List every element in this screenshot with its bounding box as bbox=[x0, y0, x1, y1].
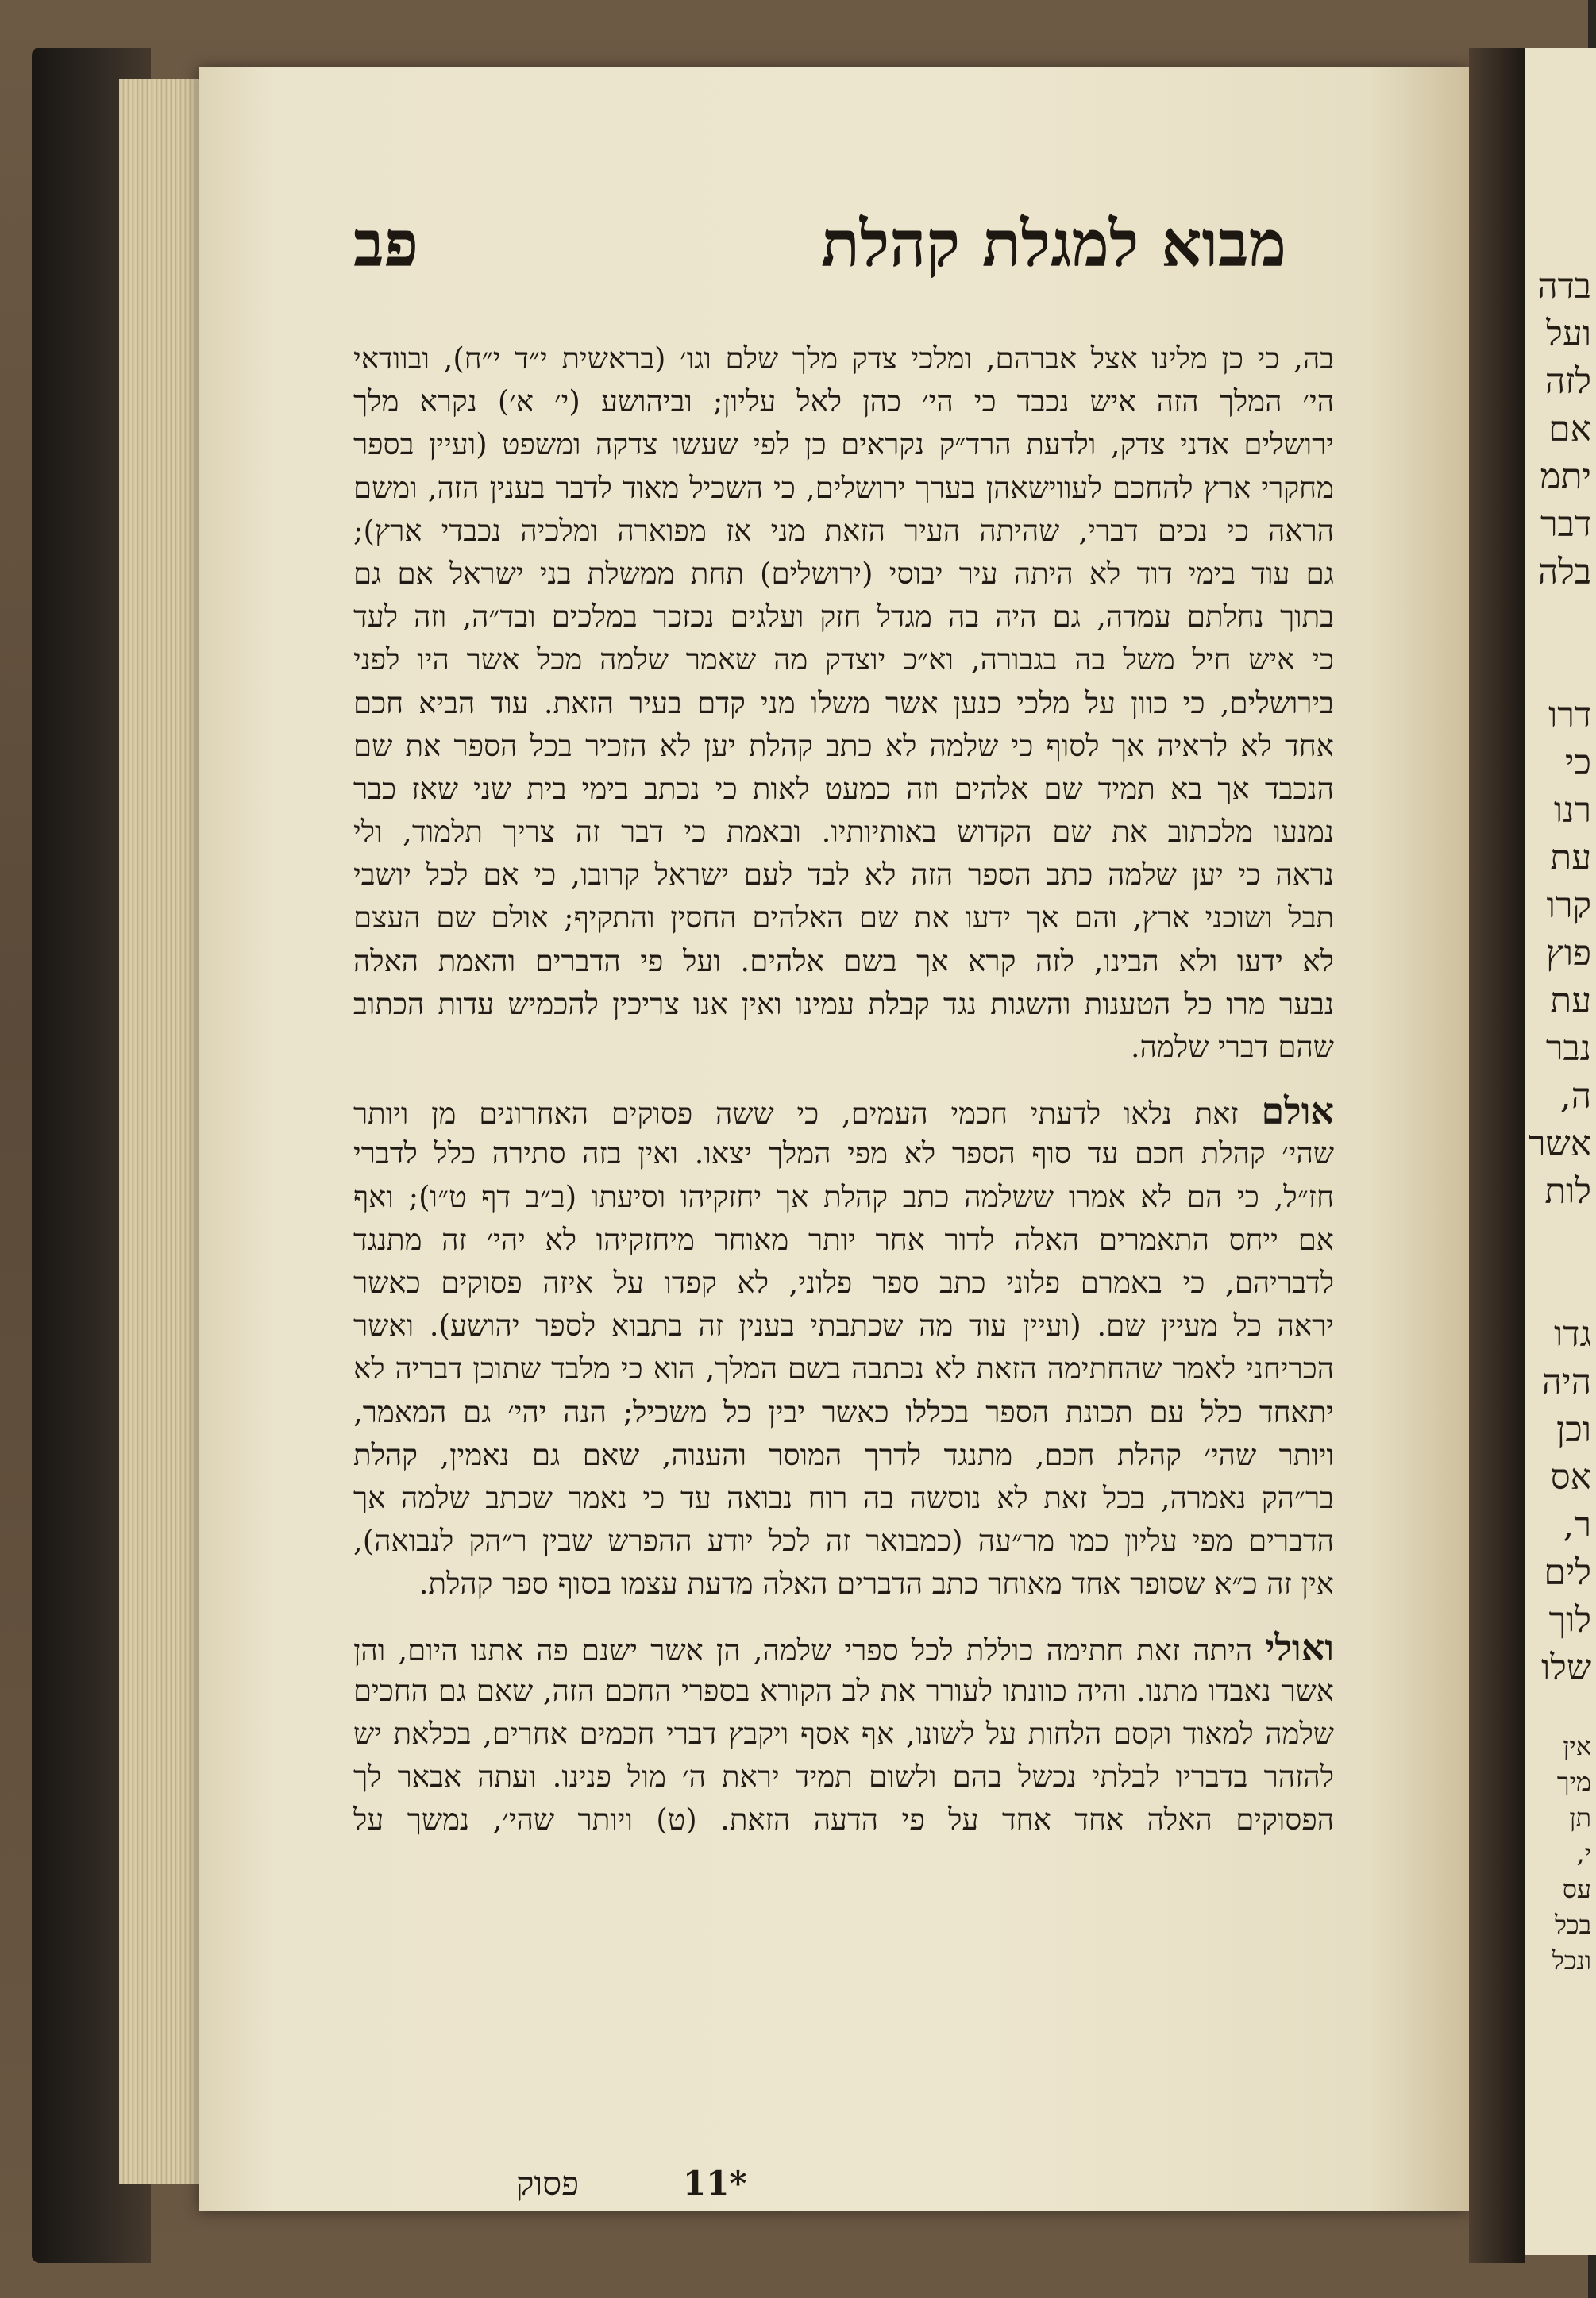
text-line: שהם דברי שלמה. bbox=[1130, 1030, 1334, 1064]
facing-text-fragment: דרו bbox=[1548, 695, 1591, 735]
running-title: מבוא למגלת קהלת bbox=[820, 206, 1286, 281]
text-line bbox=[353, 1089, 1334, 1132]
page-header bbox=[199, 206, 1469, 294]
text-line: בר״הק נאמרה, בכל זאת לא נוסשה בה רוח נבואה עד כי נאמר שכתב שלמה אך bbox=[353, 1480, 1334, 1515]
text-line-rest: זאת נלאו לדעתי חכמי העמים, כי ששה פסוקים האחרונים מן ויותר bbox=[353, 1097, 1239, 1132]
text-line: הי׳ המלך הזה איש נכבד כי הי׳ כהן לאל עליון; וביהושע (י׳ א׳) נקרא מלך bbox=[353, 384, 1334, 419]
facing-text-fragment: קרו bbox=[1546, 885, 1591, 926]
facing-text-fragment: י, bbox=[1576, 1838, 1591, 1868]
facing-text-fragment: יתמ bbox=[1540, 457, 1591, 497]
text-line: הכריחני לאמר שהחתימה הזאת לא נכתבה בשם המלך, הוא כי מלבד שתוכן דבריה לא bbox=[353, 1351, 1334, 1386]
facing-text-fragment: אשר bbox=[1528, 1124, 1591, 1164]
paragraph-gap bbox=[353, 1606, 1334, 1626]
text-line: לא ידעו ולא הבינו, לזה קרא אך בשם אלהים. ועל פי הדברים והאמת האלה bbox=[353, 943, 1334, 978]
paragraph bbox=[353, 1626, 1334, 1841]
lead-word: ואולי bbox=[1265, 1626, 1334, 1670]
facing-text-fragment: שלו bbox=[1541, 1648, 1591, 1688]
facing-text-fragment: גדו bbox=[1554, 1314, 1591, 1355]
text-line: ויותר שהי׳ קהלת חכם, מתנגד לדרך המוסר והענוה, שאם גם נאמין, קהלת bbox=[353, 1437, 1334, 1472]
text-line: נבער מרו כל הטענות והשגות נגד קבלת עמינו ואין אנו צריכין להכמיש עדות הכתוב bbox=[353, 986, 1334, 1021]
text-line: לדבריהם, כי באמרם פלוני כתב ספר פלוני, לא קפדו על איזה פסוקים כאשר bbox=[353, 1265, 1334, 1300]
text-line: אשר נאבדו מתנו. והיה כוונתו לעורר את לב הקורא בספרי החכם הזה, שאם גם החכים bbox=[353, 1673, 1334, 1708]
text-line: אם ייחס התאמרים האלה לדור אחר יותר מאוחר מיחזקיהו לא יהי׳ זה מתנגד bbox=[353, 1222, 1334, 1257]
facing-text-fragment: עת bbox=[1550, 981, 1591, 1021]
facing-text-fragment: ונכל bbox=[1552, 1945, 1591, 1976]
text-line: מחקרי ארץ להחכם לעווישאהן בערך ירושלים, כי השכיל מאוד לדבר בענין הזה, ומשם bbox=[353, 470, 1334, 505]
text-line: חז״ל, כי הם לא אמרו ששלמה כתב קהלת אך יחזקיהו וסיעתו (ב״ב דף ט״ו); ואף bbox=[353, 1179, 1334, 1214]
facing-text-fragment: לזה bbox=[1544, 361, 1591, 402]
facing-text-fragment: לות bbox=[1544, 1171, 1591, 1212]
body-text bbox=[353, 337, 1334, 1841]
facing-text-fragment: דבר bbox=[1540, 504, 1591, 545]
text-line: הפסוקים האלה אחד אחד על פי הדעה הזאת. (ט) ויותר שהי׳, נמשך על bbox=[353, 1803, 1334, 1837]
page-footer bbox=[199, 2164, 1469, 2227]
text-line: גם עוד בימי דוד לא היתה עיר יבוסי (ירושלים) תחת ממשלת בני ישראל אם גם bbox=[353, 556, 1334, 591]
facing-text-fragment: רנו bbox=[1553, 790, 1591, 831]
text-line: בה, כי כן מלינו אצל אברהם, ומלכי צדק מלך שלם וגו׳ (בראשית י״ד י״ח), ובוודאי bbox=[353, 341, 1334, 376]
paragraph-gap bbox=[353, 1069, 1334, 1089]
paragraph bbox=[353, 337, 1334, 1069]
text-line: להזהר בדבריו לבלתי נכשל בהם ולשום תמיד יראת ה׳ מול פנינו. ועתה אבאר לך bbox=[353, 1760, 1334, 1794]
text-line: ירושלים אדני צדק, ולדעת הרד״ק נקראים כן לפי שעשו צדקה ומשפט (ועיין בספר bbox=[353, 427, 1334, 462]
facing-text-fragment: בכל bbox=[1554, 1910, 1591, 1940]
facing-text-fragment: אין bbox=[1563, 1731, 1591, 1761]
text-line: בתוך נחלתם עמדה, גם היה בה מגדל חזק ועלגים נכזכר במלכים ובד״ה, וזה לעד bbox=[353, 600, 1334, 634]
facing-text-fragment: עת bbox=[1550, 838, 1591, 878]
text-line: הדברים מפי עליון כמו מר״עה (כמבואר זה לכל יודע ההפרש שבין ר״הק לנבואה), bbox=[353, 1524, 1334, 1559]
text-line-rest: היתה זאת חתימה כוללת לכל ספרי שלמה, הן אשר ישנם פה אתנו היום, והן bbox=[353, 1633, 1253, 1668]
text-line: הנכבד אך בא תמיד שם אלהים וזה כמעט לאות כי נכתב בימי בית שני שאז כבר bbox=[353, 771, 1334, 806]
facing-text-fragment: בלה bbox=[1537, 552, 1591, 592]
facing-text-fragment: תן bbox=[1569, 1803, 1591, 1833]
text-line: הראה כי נכים דברי, שהיתה העיר הזאת מני אז מפוארה ומלכיה נכבדי ארץ); bbox=[353, 513, 1334, 548]
text-line: אין זה כ״א שסופר אחד מאוחר כתב הדברים האלה מדעת עצמו בסוף ספר קהלת. bbox=[418, 1567, 1334, 1602]
facing-text-fragment: פוץ bbox=[1545, 933, 1591, 974]
text-line: נראה כי יען שלמה כתב הספר הזה לא לבד לעם ישראל קרובו, כי אם לכל יושבי bbox=[353, 858, 1334, 893]
text-line: כי איש חיל משל בה בגבורה, וא״כ יוצדק מה שאמר שלמה מכל אשר היו לפני bbox=[353, 642, 1334, 677]
facing-text-fragment: וכן bbox=[1556, 1409, 1591, 1450]
facing-page-fragment bbox=[1525, 48, 1596, 2255]
facing-text-fragment: לים bbox=[1544, 1552, 1591, 1593]
text-line: אחד לא לראיה אך לסוף כי שלמה לא כתב קהלת יען לא הזכיר בכל הספר את שם bbox=[353, 728, 1334, 763]
facing-text-fragment: ועל bbox=[1546, 314, 1591, 354]
book-gutter bbox=[1469, 48, 1525, 2263]
facing-text-fragment: עס bbox=[1562, 1874, 1591, 1904]
facing-text-fragment: לוך bbox=[1548, 1600, 1591, 1641]
facing-text-fragment: אס bbox=[1550, 1457, 1591, 1498]
text-line: תבל ושוכני ארץ, והם אך ידעו את שם האלהים החסין והתקיף; אולם שם העצם bbox=[353, 900, 1334, 935]
lead-word: אולם bbox=[1261, 1089, 1334, 1133]
page-edges bbox=[119, 79, 199, 2184]
text-line: שלמה למאוד וקסם הלחות על לשונו, אף אסף ויקבץ דברי חכמים אחרים, בכלאת יש bbox=[353, 1716, 1334, 1751]
page-number: פב bbox=[353, 206, 419, 281]
facing-text-fragment: ה, bbox=[1559, 1076, 1591, 1116]
text-line bbox=[353, 1626, 1334, 1669]
facing-text-fragment: כי bbox=[1564, 742, 1591, 783]
text-line: יראה כל מעיין שם. (ועיין עוד מה שכתבתי בענין זה בתבוא לספר יהושע). ואשר bbox=[353, 1309, 1334, 1344]
signature-mark: 11* bbox=[683, 2164, 747, 2203]
text-line: נמנעו מלכתוב את שם הקדוש באותיותיו. ובאמת כי דבר זה צריך תלמוד, ולי bbox=[353, 815, 1334, 850]
book-page bbox=[199, 67, 1469, 2211]
facing-text-fragment: היה bbox=[1541, 1362, 1591, 1402]
text-line: בירושלים, כי כוון על מלכי כנען אשר משלו מני קדם בעיר הזאת. עוד הביא חכם bbox=[353, 685, 1334, 720]
facing-text-fragment: אם bbox=[1548, 409, 1591, 449]
text-line: שהי׳ קהלת חכם עד סוף הספר לא מפי המלך יצאו. ואין בזה סתירה כלל לדברי bbox=[353, 1136, 1334, 1171]
paragraph bbox=[353, 1089, 1334, 1606]
facing-text-fragment: ר, bbox=[1563, 1505, 1591, 1545]
facing-text-fragment: נבר bbox=[1545, 1028, 1591, 1069]
facing-text-fragment: בדה bbox=[1537, 266, 1591, 307]
catchword: פסוק bbox=[516, 2164, 580, 2203]
facing-text-fragment: מיך bbox=[1556, 1767, 1591, 1797]
text-line: יתאחד כלל עם תכונת הספר בכללו כאשר יבין כל משכיל; הנה יהי׳ גם המאמר, bbox=[353, 1394, 1334, 1429]
